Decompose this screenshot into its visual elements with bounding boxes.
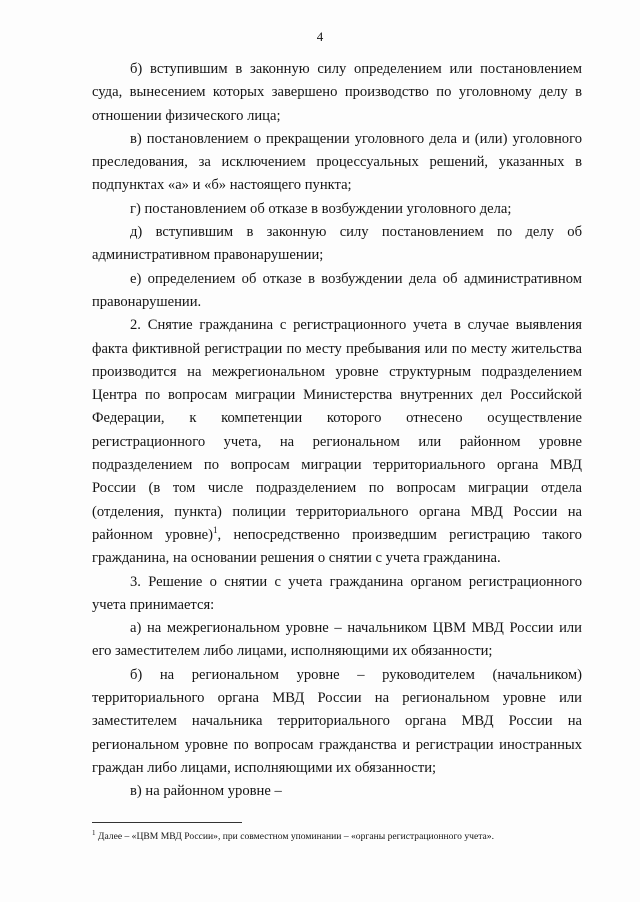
footnote-marker: 1 <box>92 828 96 837</box>
paragraph-g: г) постановлением об отказе в возбуждении уголовного дела; <box>130 200 512 217</box>
paragraph-2-text-end: , непосредственно произведшим регистрацию такого гражданина, на основании решения о снятии с учета гражданина. <box>92 526 582 567</box>
paragraph-d: д) вступившим в законную силу постановлением по делу об административном правонарушении; <box>92 224 582 264</box>
footnote-reference: 1 <box>213 525 218 536</box>
page-number: 4 <box>316 29 324 44</box>
paragraph-3: 3. Решение о снятии с учета гражданина органом регистрационного учета принимается: <box>92 573 582 613</box>
paragraph-b: б) вступившим в законную силу определением или постановлением суда, вынесением которых завершено производство по уголовному делу в отношении физического лица; <box>92 61 582 124</box>
footnote-text: Далее – «ЦВМ МВД России», при совместном упоминании – «органы регистрационного учета». <box>95 831 494 842</box>
document-body <box>92 58 582 804</box>
paragraph-3a: а) на межрегиональном уровне – начальником ЦВМ МВД России или его заместителем либо лицами, исполняющими их обязанности; <box>92 620 582 660</box>
paragraph-3v: в) на районном уровне – <box>130 783 282 800</box>
paragraph-e: е) определением об отказе в возбуждении дела об административном правонарушении. <box>92 270 582 310</box>
paragraph-2-text: 2. Снятие гражданина с регистрационного учета в случае выявления факта фиктивной регистрации по месту пребывания или по месту жительства производится на межрегиональном уровне структурным подразделением Центра по вопросам миграции Министерства внутренних дел Российской Федерации, к компетенции которого отнесено осуществление регистрационного учета, на региональном или районном уровне подразделением по вопросам миграции территориального органа МВД России (в том числе подразделением по вопросам миграции отдела (отделения, пункта) полиции территориального органа МВД России на районном уровне) <box>92 317 582 543</box>
footnote <box>92 830 592 843</box>
paragraph-3b: б) на региональном уровне – руководителем (начальником) территориального органа МВД России на региональном уровне или заместителем начальника территориального органа МВД России на региональном уровне по вопросам гражданства и регистрации иностранных граждан либо лицами, исполняющими их обязанности; <box>92 666 582 776</box>
paragraph-v: в) постановлением о прекращении уголовного дела и (или) уголовного преследования, за исключением процессуальных решений, указанных в подпунктах «а» и «б» настоящего пункта; <box>92 130 582 194</box>
footnote-divider <box>92 822 242 823</box>
paragraph-2 <box>92 314 582 570</box>
